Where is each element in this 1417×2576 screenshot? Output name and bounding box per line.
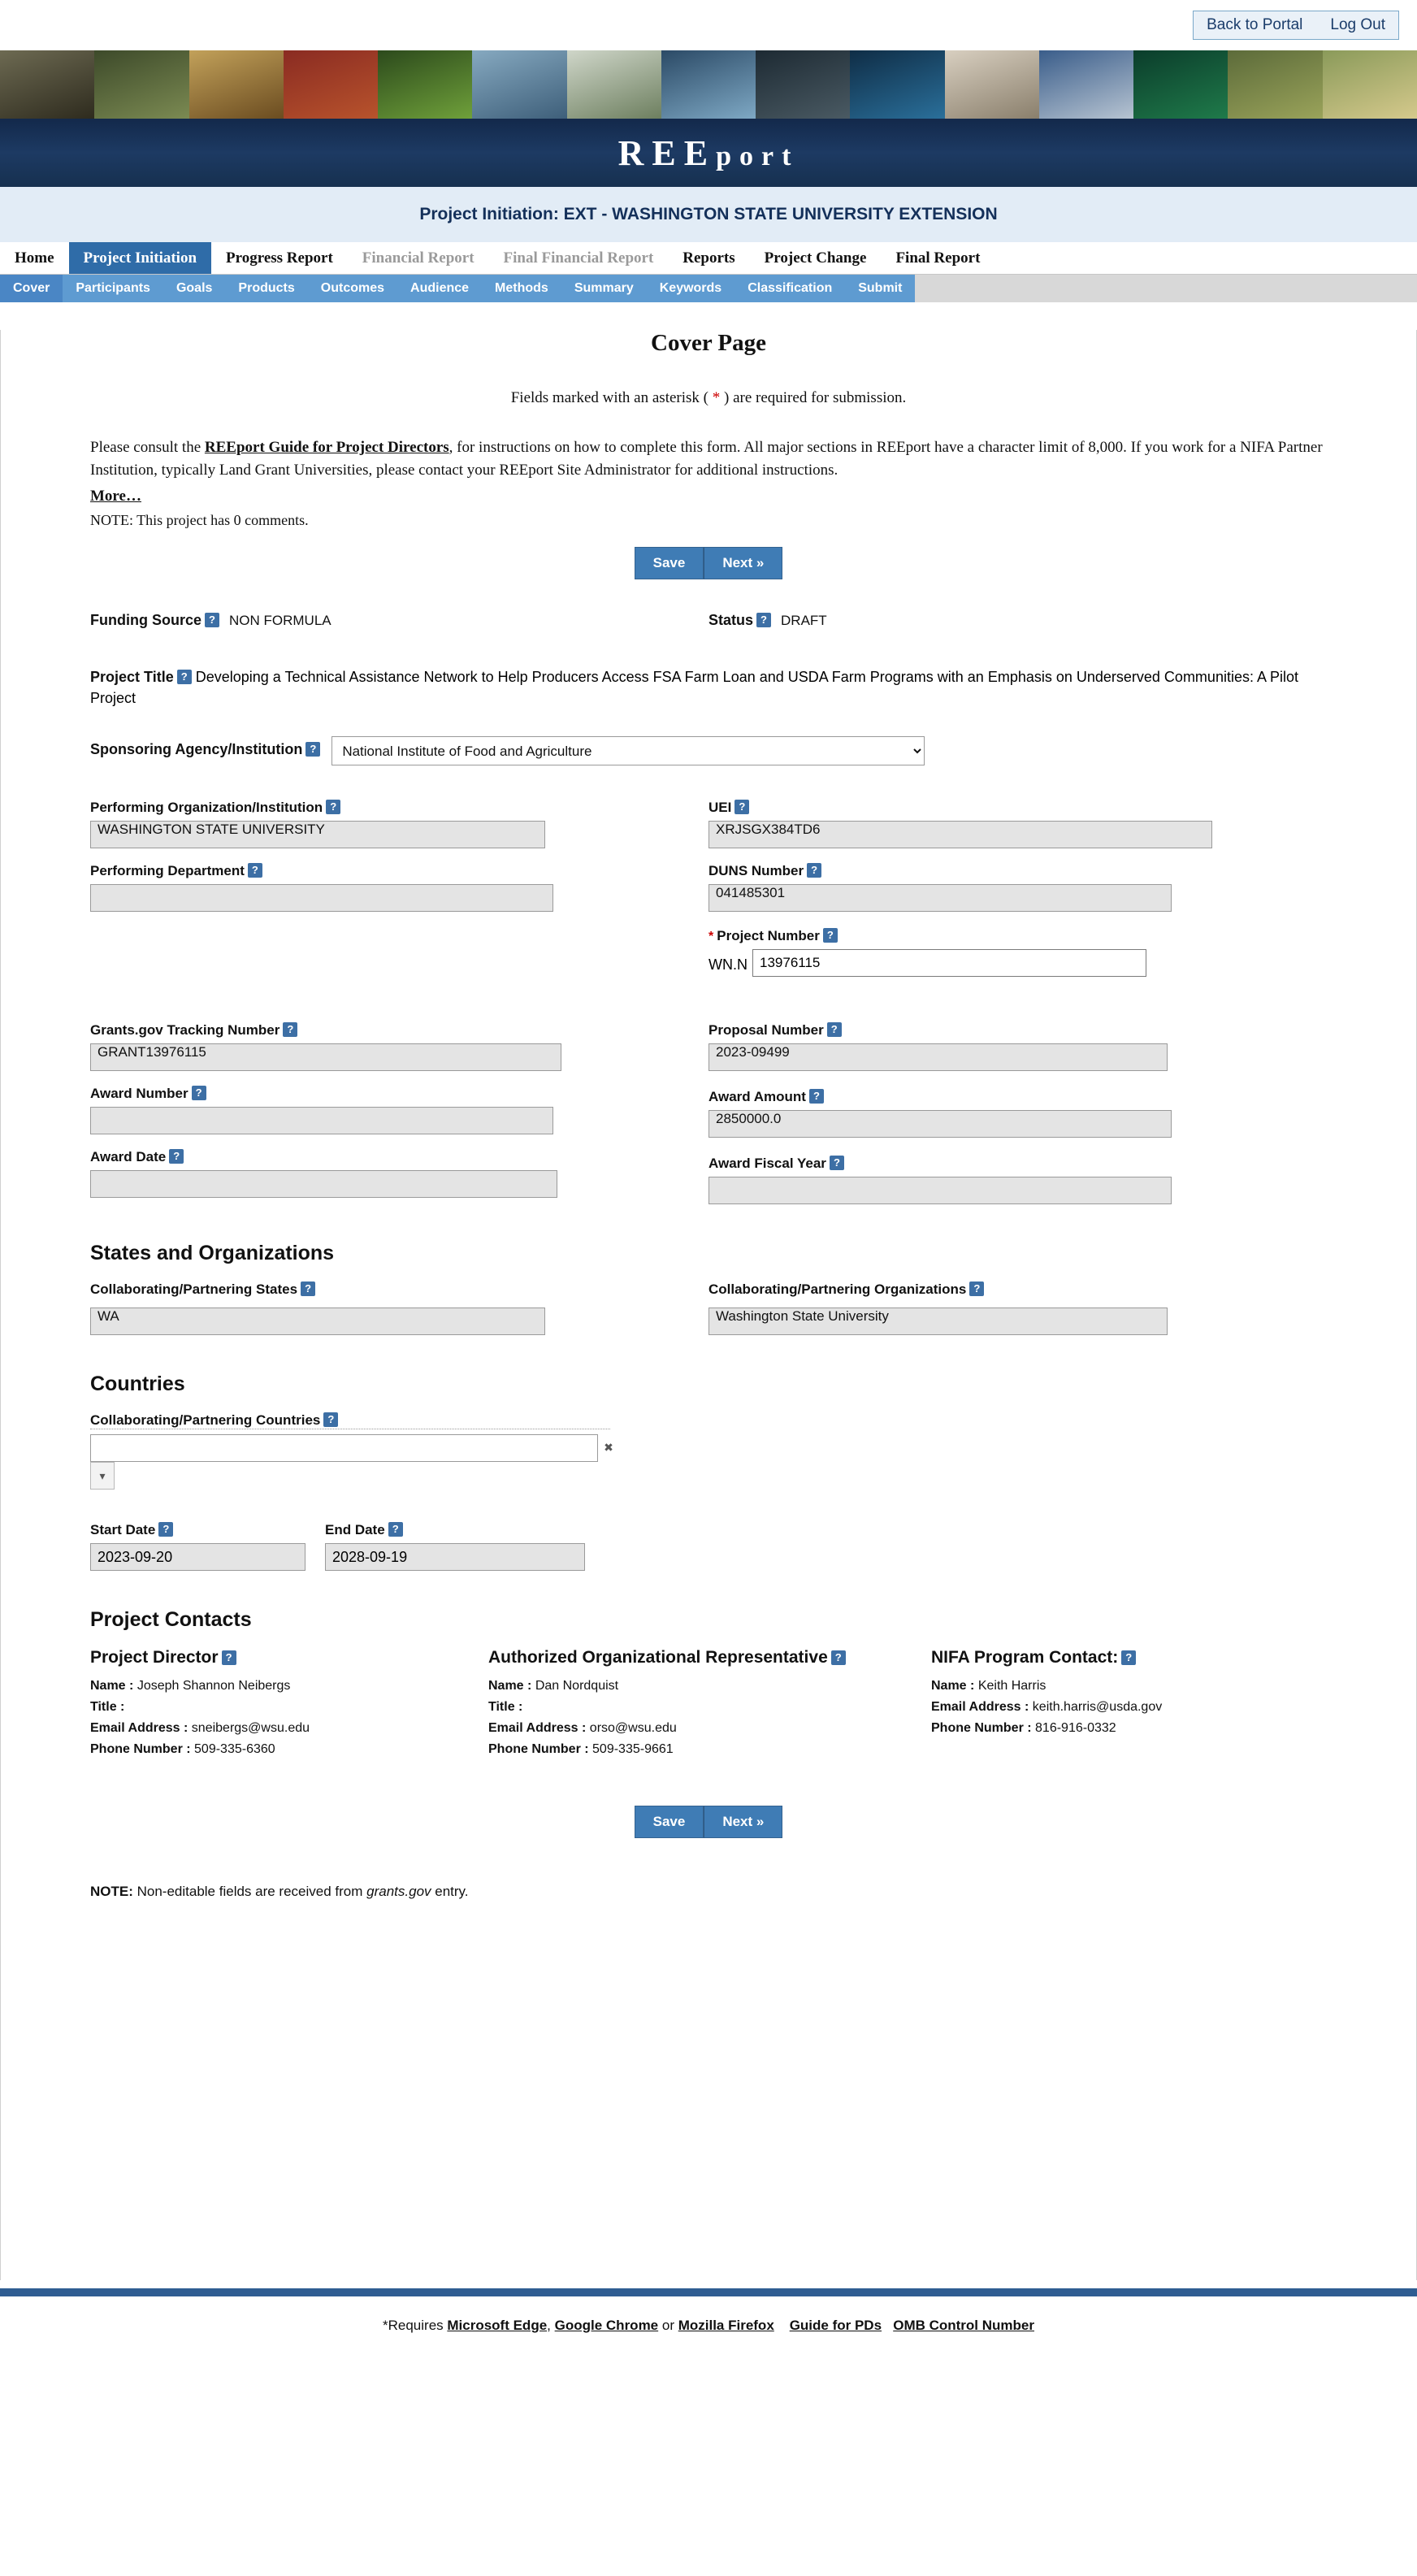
nav-item-project-initiation[interactable]: Project Initiation — [69, 242, 212, 274]
award-number-label: Award Number — [90, 1086, 188, 1102]
project-number-required-asterisk: * — [708, 930, 714, 944]
help-icon[interactable]: ? — [756, 613, 771, 627]
subnav-item-products[interactable]: Products — [238, 281, 295, 295]
clear-icon[interactable]: ✖ — [598, 1434, 619, 1462]
help-icon[interactable]: ? — [809, 1089, 824, 1104]
banner-tile — [850, 50, 944, 119]
award-fiscal-year-label: Award Fiscal Year — [708, 1156, 826, 1172]
collaborating-states-value: WA — [90, 1308, 545, 1335]
project-number-label: Project Number — [717, 928, 820, 944]
collaborating-states-block — [90, 1281, 708, 1335]
project-header-bar: Project Initiation: EXT - WASHINGTON STATE UNIVERSITY EXTENSION — [0, 187, 1417, 242]
nav-item-project-change[interactable]: Project Change — [764, 249, 867, 267]
aor-title — [488, 1648, 931, 1667]
contact-column-nifa — [931, 1648, 1321, 1763]
logo-text-port: port — [716, 141, 800, 171]
end-date-value: 2028-09-19 — [325, 1543, 585, 1571]
page-footer — [0, 2296, 1417, 2366]
save-next-group-bottom — [635, 1806, 783, 1838]
subnav-item-summary[interactable]: Summary — [574, 281, 634, 295]
name-value: Dan Nordquist — [535, 1679, 619, 1693]
footer-requires-text: *Requires — [383, 2318, 448, 2333]
project-director-email — [90, 1721, 488, 1736]
help-icon[interactable]: ? — [969, 1281, 984, 1296]
subnav-item-methods[interactable]: Methods — [495, 281, 548, 295]
nav-item-final-report[interactable]: Final Report — [895, 249, 981, 267]
start-date-label: Start Date — [90, 1522, 156, 1538]
aor-email — [488, 1721, 931, 1736]
help-icon[interactable]: ? — [283, 1022, 297, 1037]
subnav-item-goals[interactable]: Goals — [176, 281, 213, 295]
phone-label: Phone Number : — [90, 1742, 191, 1757]
collaborating-countries-label: Collaborating/Partnering Countries — [90, 1412, 321, 1429]
help-icon[interactable]: ? — [734, 800, 749, 814]
help-icon[interactable]: ? — [323, 1412, 338, 1427]
non-editable-note — [90, 1884, 1327, 1900]
sponsoring-agency-select[interactable] — [332, 736, 925, 765]
aor-phone — [488, 1742, 931, 1757]
end-date-block — [325, 1522, 540, 1571]
grants-tracking-label: Grants.gov Tracking Number — [90, 1022, 280, 1039]
name-label: Name : — [90, 1679, 134, 1693]
help-icon[interactable]: ? — [169, 1149, 184, 1164]
help-icon[interactable]: ? — [326, 800, 340, 814]
banner-tile — [945, 50, 1039, 119]
help-icon[interactable]: ? — [192, 1086, 206, 1100]
page-title: Cover Page — [651, 330, 766, 356]
next-button-bottom[interactable]: Next » — [704, 1806, 782, 1838]
org-ids-row — [90, 800, 1327, 977]
page-content — [0, 330, 1417, 2280]
top-bar — [0, 0, 1417, 50]
email-label: Email Address : — [90, 1721, 188, 1736]
funding-source-value: NON FORMULA — [229, 613, 332, 629]
banner-tile — [1039, 50, 1133, 119]
project-director-title — [90, 1648, 488, 1667]
email-label: Email Address : — [931, 1700, 1029, 1715]
start-date-value: 2023-09-20 — [90, 1543, 306, 1571]
comments-count: 0 — [233, 512, 241, 529]
help-icon[interactable]: ? — [830, 1156, 844, 1170]
help-icon[interactable]: ? — [306, 742, 320, 757]
required-asterisk: * — [712, 389, 721, 406]
help-icon[interactable]: ? — [248, 863, 262, 878]
award-fiscal-year-value — [708, 1177, 1172, 1204]
more-link[interactable]: More… — [90, 488, 141, 505]
help-icon[interactable]: ? — [222, 1650, 236, 1665]
help-icon[interactable]: ? — [205, 613, 219, 627]
project-number-prefix: WN.N — [708, 956, 748, 974]
collaborating-orgs-block — [708, 1281, 1327, 1335]
required-note-post: ) are required for submission. — [720, 389, 907, 406]
mozilla-firefox-link[interactable]: Mozilla Firefox — [678, 2318, 774, 2333]
subnav-item-cover[interactable]: Cover — [0, 275, 63, 302]
subnav-item-outcomes[interactable]: Outcomes — [320, 281, 385, 295]
help-icon[interactable]: ? — [1121, 1650, 1136, 1665]
sponsoring-agency-label: Sponsoring Agency/Institution — [90, 740, 303, 757]
status-value: DRAFT — [781, 613, 827, 629]
help-icon[interactable]: ? — [388, 1522, 403, 1537]
reeport-logo-banner — [0, 119, 1417, 187]
main-navigation — [0, 242, 1417, 275]
countries-section — [90, 1373, 1327, 1571]
award-number-value — [90, 1107, 553, 1134]
subnav-item-submit[interactable]: Submit — [858, 281, 903, 295]
banner-tile — [0, 50, 94, 119]
save-button-bottom[interactable]: Save — [635, 1806, 704, 1838]
performing-org-label: Performing Organization/Institution — [90, 800, 323, 816]
nifa-contact-title-text: NIFA Program Contact: — [931, 1648, 1119, 1667]
phone-value: 816-916-0332 — [1035, 1721, 1116, 1736]
email-value: keith.harris@usda.gov — [1032, 1700, 1163, 1715]
status-label: Status — [708, 612, 754, 629]
nav-item-financial-report: Financial Report — [362, 249, 474, 267]
nifa-contact-title — [931, 1648, 1321, 1667]
note-pre: Non-editable fields are received from — [132, 1884, 367, 1900]
email-value: sneibergs@wsu.edu — [191, 1721, 310, 1736]
subnav-filler — [915, 275, 1417, 302]
contact-column-project-director — [90, 1648, 488, 1763]
nifa-name — [931, 1679, 1321, 1693]
collaborating-orgs-label: Collaborating/Partnering Organizations — [708, 1281, 967, 1298]
note-italic: grants.gov — [366, 1884, 431, 1900]
nav-item-home[interactable]: Home — [15, 249, 54, 267]
note-post: entry. — [431, 1884, 469, 1900]
project-director-title-text: Project Director — [90, 1648, 219, 1667]
collaborating-orgs-value: Washington State University — [708, 1308, 1168, 1335]
banner-tile — [378, 50, 472, 119]
subnav-item-participants[interactable]: Participants — [76, 281, 150, 295]
subnav-item-classification[interactable]: Classification — [748, 281, 833, 295]
performing-org-block — [90, 800, 708, 977]
nav-item-progress-report[interactable]: Progress Report — [226, 249, 333, 267]
award-amount-value: 2850000.0 — [708, 1110, 1172, 1138]
grants-tracking-block — [90, 1022, 708, 1204]
save-button-top[interactable]: Save — [635, 547, 704, 579]
project-number-input[interactable] — [752, 949, 1146, 977]
collaborating-states-label: Collaborating/Partnering States — [90, 1281, 298, 1298]
guide-for-pds-link[interactable]: Guide for PDs — [789, 2318, 882, 2333]
project-title-value: Developing a Technical Assistance Network to Help Producers Access FSA Farm Loan and USDA Farm Programs with an Emphasis on Underserved Communities: A Pilot Project — [90, 669, 1298, 707]
countries-heading: Countries — [90, 1373, 185, 1396]
project-title-block — [90, 666, 1327, 709]
uei-label: UEI — [708, 800, 732, 816]
top-button-group — [1193, 11, 1399, 40]
banner-tile — [567, 50, 661, 119]
sub-navigation — [0, 275, 1417, 302]
name-label: Name : — [931, 1679, 975, 1693]
award-amount-label: Award Amount — [708, 1089, 806, 1105]
save-next-group-top — [635, 547, 783, 579]
project-director-title-field — [90, 1700, 488, 1715]
phone-label: Phone Number : — [931, 1721, 1032, 1736]
intro-pre-text: Please consult the — [90, 439, 205, 456]
sponsoring-agency-block — [90, 736, 1327, 765]
states-organizations-heading: States and Organizations — [90, 1242, 335, 1265]
banner-tile — [189, 50, 284, 119]
help-icon[interactable]: ? — [807, 863, 821, 878]
aor-title-text: Authorized Organizational Representative — [488, 1648, 828, 1667]
title-label: Title : — [90, 1700, 125, 1715]
project-contacts-heading: Project Contacts — [90, 1608, 252, 1632]
sub-navigation-items — [0, 275, 915, 302]
footer-divider-bar — [0, 2288, 1417, 2296]
help-icon[interactable]: ? — [827, 1022, 842, 1037]
back-to-portal-button[interactable]: Back to Portal — [1207, 16, 1303, 33]
nifa-phone — [931, 1721, 1321, 1736]
uei-value: XRJSGX384TD6 — [708, 821, 1212, 848]
google-chrome-link[interactable]: Google Chrome — [554, 2318, 659, 2333]
grants-tracking-value: GRANT13976115 — [90, 1043, 561, 1071]
status-block — [708, 612, 1327, 629]
nav-item-reports[interactable]: Reports — [682, 249, 735, 267]
start-date-block — [90, 1522, 306, 1571]
grants-award-row — [90, 1022, 1327, 1204]
aor-name — [488, 1679, 931, 1693]
award-date-label: Award Date — [90, 1149, 167, 1165]
footer-sep-1: , — [547, 2318, 555, 2333]
reeport-logo — [618, 132, 800, 174]
funding-status-row — [90, 612, 1327, 629]
project-director-phone — [90, 1742, 488, 1757]
phone-value: 509-335-9661 — [592, 1742, 674, 1757]
funding-source-label: Funding Source — [90, 612, 202, 629]
banner-tile — [94, 50, 188, 119]
countries-input-group — [90, 1434, 643, 1490]
banner-tile — [756, 50, 850, 119]
countries-input[interactable] — [90, 1434, 598, 1462]
comments-note-pre: NOTE: This project has — [90, 512, 231, 529]
intro-paragraph — [90, 436, 1327, 481]
banner-tile — [1133, 50, 1228, 119]
banner-tile — [284, 50, 378, 119]
intro-post-text: , for instructions on how to complete this form. All major sections in REEport have a character limit of 8,000. If you work for a NIFA Partner Institution, typically Land Grant Universities, please contact your REEport Site Administrator for additional instructions. — [90, 439, 1323, 479]
help-icon[interactable]: ? — [158, 1522, 173, 1537]
help-icon[interactable]: ? — [177, 670, 192, 684]
log-out-button[interactable]: Log Out — [1330, 16, 1385, 33]
banner-tile — [1323, 50, 1417, 119]
nifa-email — [931, 1700, 1321, 1715]
email-value: orso@wsu.edu — [589, 1721, 677, 1736]
funding-source-block — [90, 612, 708, 629]
project-number-row — [708, 949, 1294, 977]
phone-label: Phone Number : — [488, 1742, 589, 1757]
performing-department-label: Performing Department — [90, 863, 245, 879]
name-value: Joseph Shannon Neibergs — [136, 1679, 291, 1693]
end-date-label: End Date — [325, 1522, 385, 1538]
footer-sep-2: or — [658, 2318, 678, 2333]
performing-department-value — [90, 884, 553, 912]
top-button-row — [1, 547, 1416, 579]
aor-title-field — [488, 1700, 931, 1715]
name-value: Keith Harris — [977, 1679, 1046, 1693]
help-icon[interactable]: ? — [823, 928, 838, 943]
banner-tile — [1228, 50, 1322, 119]
more-link-wrapper — [90, 488, 1327, 505]
proposal-number-value: 2023-09499 — [708, 1043, 1168, 1071]
duns-number-value: 041485301 — [708, 884, 1172, 912]
name-label: Name : — [488, 1679, 532, 1693]
required-fields-note — [1, 389, 1416, 407]
banner-tile — [661, 50, 756, 119]
phone-value: 509-335-6360 — [194, 1742, 275, 1757]
omb-control-number-link[interactable]: OMB Control Number — [893, 2318, 1034, 2333]
proposal-award-block — [708, 1022, 1327, 1204]
banner-photo-strip — [0, 50, 1417, 119]
project-director-name — [90, 1679, 488, 1693]
project-title-label: Project Title — [90, 669, 174, 686]
chevron-down-icon[interactable]: ▾ — [90, 1462, 115, 1490]
project-contacts-section — [90, 1608, 1327, 1763]
uei-duns-block — [708, 800, 1327, 977]
award-date-value — [90, 1170, 557, 1198]
subnav-item-keywords[interactable]: Keywords — [659, 281, 722, 295]
required-note-pre: Fields marked with an asterisk ( — [510, 389, 713, 406]
email-label: Email Address : — [488, 1721, 587, 1736]
help-icon[interactable]: ? — [831, 1650, 846, 1665]
nav-item-final-financial-report: Final Financial Report — [503, 249, 654, 267]
duns-number-label: DUNS Number — [708, 863, 804, 879]
reeport-guide-link[interactable]: REEport Guide for Project Directors — [204, 439, 449, 456]
note-bold: NOTE: — [90, 1884, 133, 1900]
help-icon[interactable]: ? — [301, 1281, 315, 1296]
title-label: Title : — [488, 1700, 523, 1715]
bottom-button-row — [1, 1806, 1416, 1838]
microsoft-edge-link[interactable]: Microsoft Edge — [447, 2318, 548, 2333]
performing-org-value: WASHINGTON STATE UNIVERSITY — [90, 821, 545, 848]
states-organizations-section — [90, 1242, 1327, 1335]
next-button-top[interactable]: Next » — [704, 547, 782, 579]
comments-note-post: comments. — [245, 512, 309, 529]
proposal-number-label: Proposal Number — [708, 1022, 824, 1039]
date-row — [90, 1522, 1327, 1571]
contact-column-aor — [488, 1648, 931, 1763]
subnav-item-audience[interactable]: Audience — [410, 281, 470, 295]
logo-text-ree: REE — [618, 132, 717, 173]
comments-note — [90, 512, 1327, 529]
banner-tile — [472, 50, 566, 119]
